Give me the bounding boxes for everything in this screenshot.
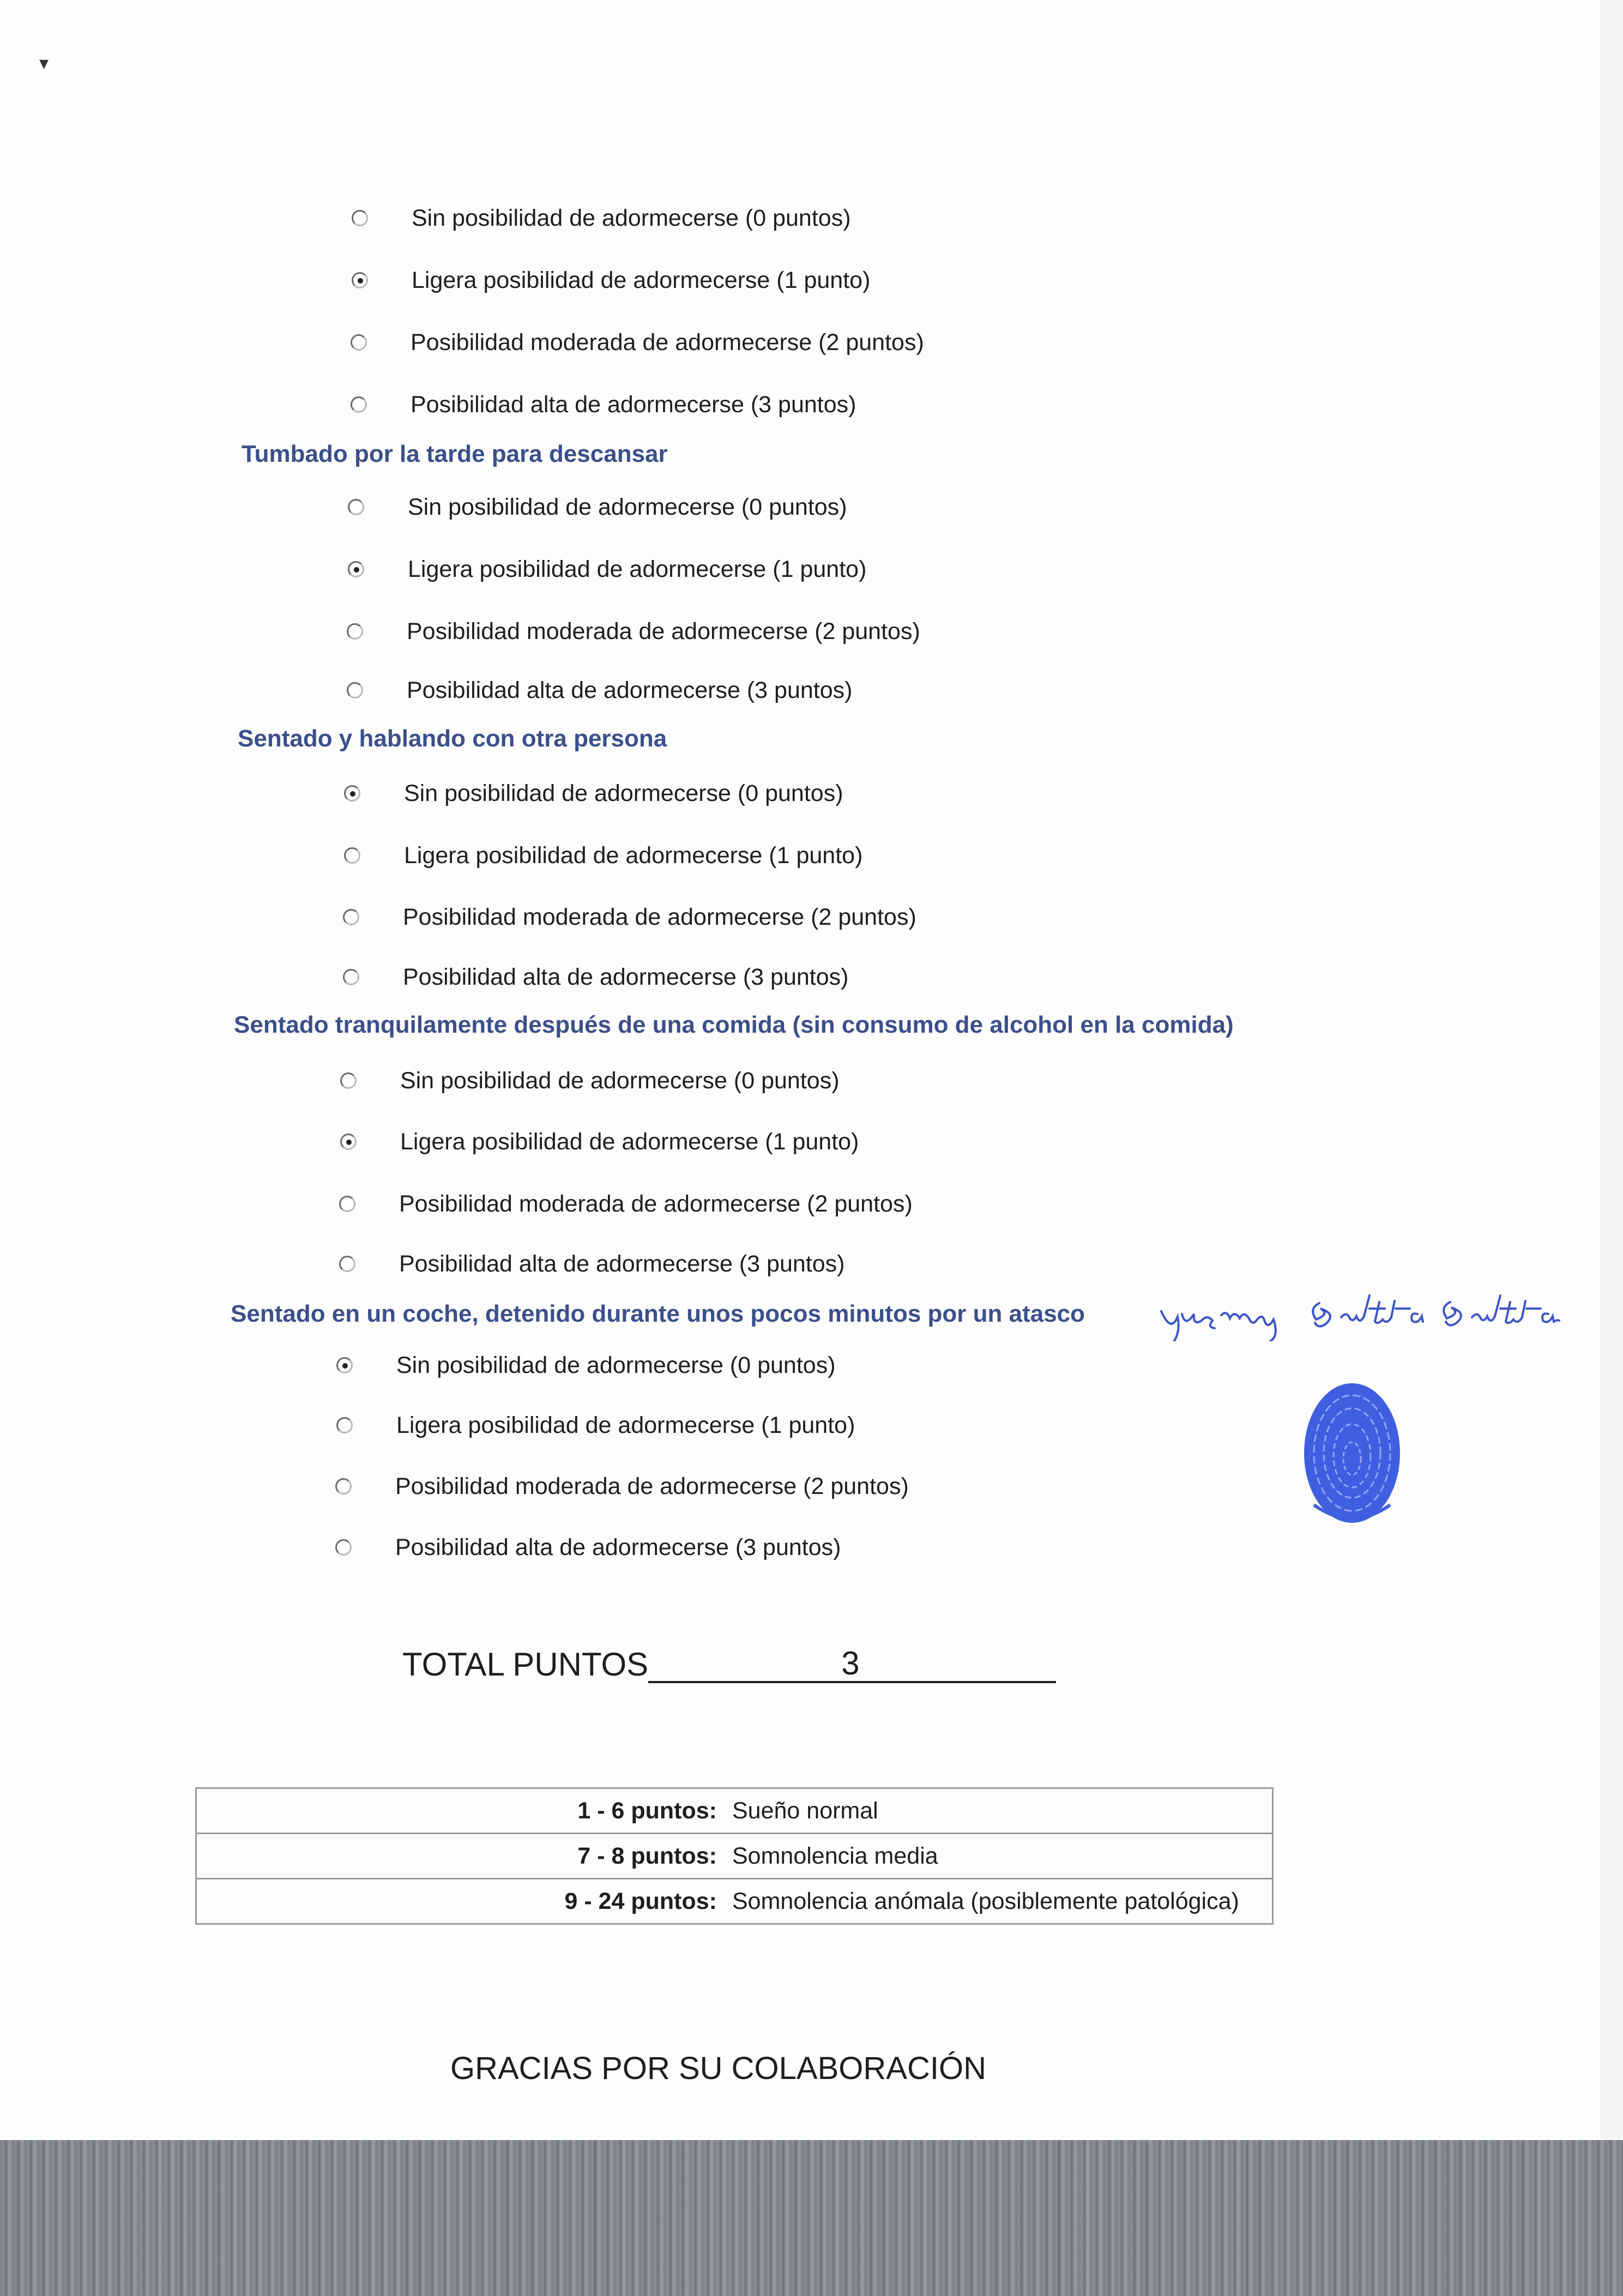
section-1-option-3[interactable]: [347, 674, 852, 707]
total-blank-left: [648, 1646, 840, 1683]
option-label: Posibilidad moderada de adormecerse (2 puntos): [407, 618, 920, 644]
radio-button[interactable]: [339, 1256, 355, 1272]
radio-button[interactable]: [343, 969, 359, 985]
radio-button[interactable]: [351, 334, 367, 351]
radio-button[interactable]: [339, 1196, 355, 1212]
legend-description: Sueño normal: [725, 1788, 1273, 1834]
option-label: Posibilidad moderada de adormecerse (2 puntos): [395, 1473, 909, 1499]
legend-range: 7 - 8 puntos:: [196, 1834, 725, 1879]
option-label: Sin posibilidad de adormecerse (0 puntos): [412, 204, 851, 231]
radio-button[interactable]: [347, 623, 363, 640]
option-label: Sin posibilidad de adormecerse (0 puntos): [408, 493, 847, 520]
question-heading: Tumbado por la tarde para descansar: [242, 441, 668, 467]
total-blank-right: [860, 1646, 1056, 1683]
table-row: [196, 1788, 1273, 1834]
option-label: Ligera posibilidad de adormecerse (1 punto): [412, 267, 871, 293]
section-1-option-1[interactable]: [348, 553, 866, 586]
section-2-option-0[interactable]: [344, 777, 843, 810]
radio-button[interactable]: [352, 272, 368, 288]
section-4-option-2[interactable]: [335, 1470, 909, 1503]
radio-button[interactable]: [340, 1072, 357, 1089]
radio-button[interactable]: [352, 210, 368, 226]
section-1-option-2[interactable]: [347, 615, 920, 648]
option-label: Ligera posibilidad de adormecerse (1 punto): [408, 556, 867, 582]
section-0-option-0[interactable]: [352, 202, 851, 234]
radio-button[interactable]: [347, 682, 363, 698]
option-label: Ligera posibilidad de adormecerse (1 punto): [404, 842, 863, 869]
legend-description: Somnolencia anómala (posiblemente patológica): [725, 1879, 1273, 1924]
legend-range: 9 - 24 puntos:: [196, 1879, 725, 1924]
option-label: Ligera posibilidad de adormecerse (1 punto): [396, 1412, 855, 1438]
section-0-option-1[interactable]: [352, 264, 870, 297]
score-legend-table: [195, 1787, 1274, 1925]
section-0-option-2[interactable]: [351, 326, 924, 359]
total-points: [402, 1646, 1056, 1683]
section-3-option-2[interactable]: [339, 1188, 913, 1220]
radio-button[interactable]: [343, 909, 359, 925]
question-heading: Sentado y hablando con otra persona: [238, 725, 667, 752]
legend-description: Somnolencia media: [725, 1834, 1273, 1879]
scanner-background: [0, 2140, 1623, 2296]
scan-mark: ▾: [39, 53, 49, 74]
radio-button[interactable]: [344, 847, 360, 864]
option-label: Posibilidad moderada de adormecerse (2 puntos): [411, 329, 924, 355]
radio-button[interactable]: [348, 499, 364, 515]
fingerprint: [1298, 1369, 1407, 1543]
option-label: Ligera posibilidad de adormecerse (1 punto): [400, 1128, 859, 1155]
radio-button[interactable]: [344, 785, 360, 802]
section-3-option-0[interactable]: [340, 1064, 840, 1097]
radio-button[interactable]: [351, 396, 367, 413]
section-2-option-2[interactable]: [343, 901, 916, 933]
total-label: TOTAL PUNTOS: [402, 1646, 649, 1683]
radio-button[interactable]: [335, 1539, 352, 1556]
option-label: Posibilidad moderada de adormecerse (2 puntos): [403, 903, 916, 930]
option-label: Sin posibilidad de adormecerse (0 puntos): [396, 1352, 836, 1378]
section-0-option-3[interactable]: [351, 388, 856, 421]
radio-button[interactable]: [340, 1134, 357, 1150]
table-row: [196, 1879, 1273, 1924]
section-3-option-1[interactable]: [340, 1125, 859, 1158]
question-heading: Sentado en un coche, detenido durante unos pocos minutos por un atasco: [231, 1300, 1085, 1327]
option-label: Sin posibilidad de adormecerse (0 puntos): [404, 780, 843, 806]
radio-button[interactable]: [336, 1417, 353, 1433]
section-3-option-3[interactable]: [339, 1248, 844, 1280]
section-1-option-0[interactable]: [348, 491, 847, 523]
section-4-option-0[interactable]: [336, 1349, 836, 1382]
option-label: Posibilidad alta de adormecerse (3 puntos): [395, 1534, 841, 1560]
table-row: [196, 1834, 1273, 1879]
page-edge: [1600, 0, 1623, 2140]
handwritten-signature: [1156, 1292, 1614, 1341]
section-2-option-3[interactable]: [343, 961, 848, 993]
section-2-option-1[interactable]: [344, 839, 862, 872]
option-label: Posibilidad alta de adormecerse (3 puntos): [403, 963, 849, 990]
legend-range: 1 - 6 puntos:: [196, 1788, 725, 1834]
option-label: Posibilidad alta de adormecerse (3 puntos): [407, 677, 853, 703]
section-4-option-3[interactable]: [335, 1531, 841, 1564]
section-4-option-1[interactable]: [336, 1409, 855, 1442]
total-value[interactable]: 3: [840, 1646, 859, 1683]
option-label: Posibilidad alta de adormecerse (3 puntos): [411, 391, 856, 418]
thanks-message: GRACIAS POR SU COLABORACIÓN: [450, 2051, 986, 2086]
radio-button[interactable]: [336, 1357, 353, 1373]
radio-button[interactable]: [335, 1478, 352, 1494]
option-label: Posibilidad alta de adormecerse (3 puntos): [399, 1250, 845, 1277]
option-label: Sin posibilidad de adormecerse (0 puntos): [400, 1067, 840, 1094]
radio-button[interactable]: [348, 561, 364, 577]
option-label: Posibilidad moderada de adormecerse (2 puntos): [399, 1190, 913, 1217]
question-heading: Sentado tranquilamente después de una comida (sin consumo de alcohol en la comida): [234, 1011, 1234, 1038]
